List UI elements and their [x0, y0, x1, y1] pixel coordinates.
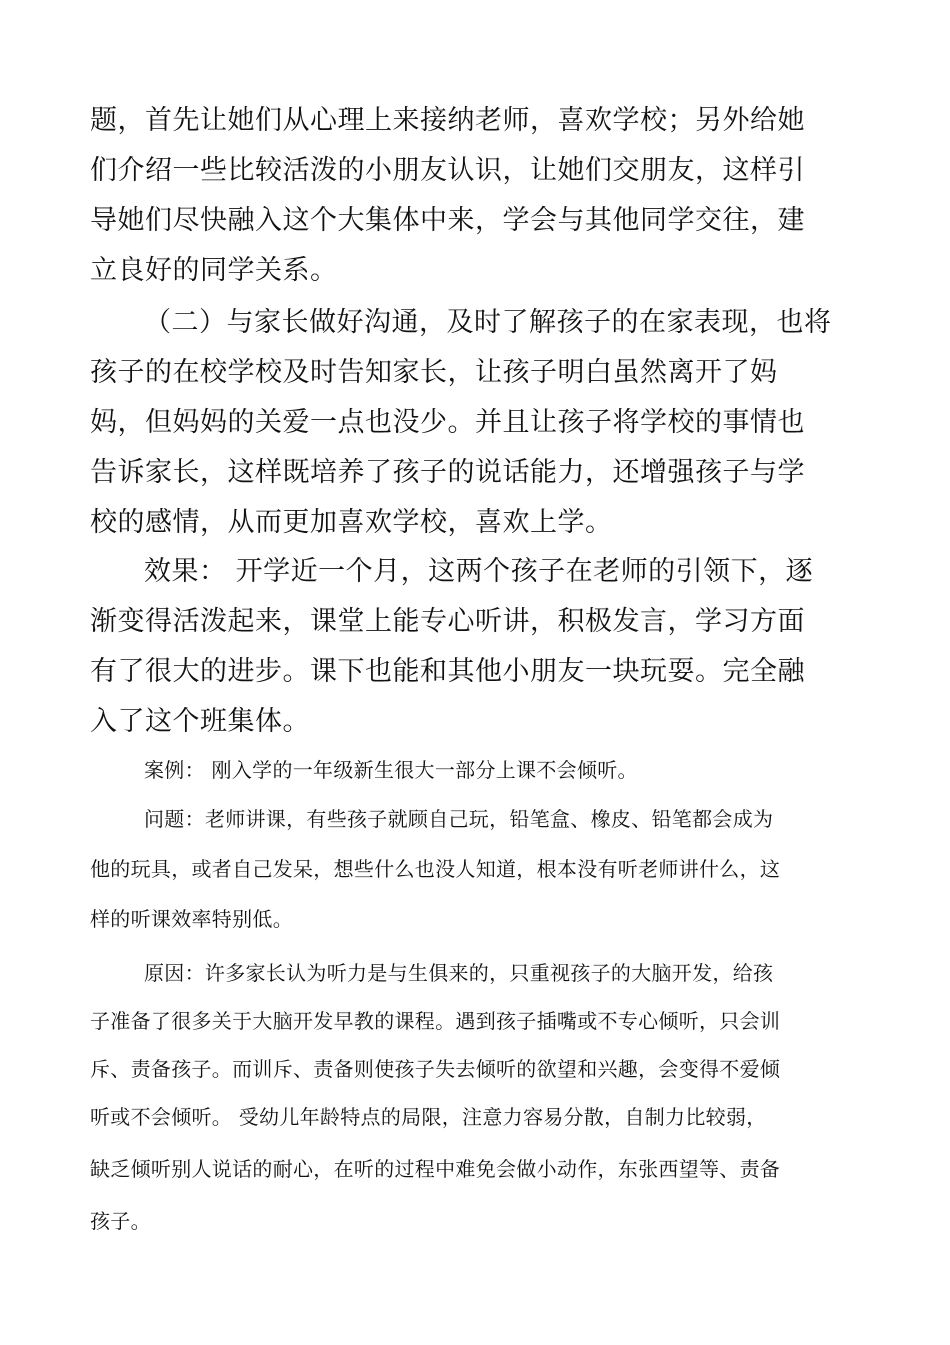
paragraph-line: 题，首先让她们从心理上来接纳老师，喜欢学校；另外给她 [90, 105, 805, 136]
paragraph-line: 告诉家长，这样既培养了孩子的说话能力，还增强孩子与学 [90, 457, 805, 488]
reason-line: 缺乏倾听别人说话的耐心，在听的过程中难免会做小动作，东张西望等、责备 [90, 1157, 781, 1181]
paragraph-line: 校的感情，从而更加喜欢学校，喜欢上学。 [90, 507, 613, 538]
paragraph-line: 渐变得活泼起来，课堂上能专心听讲，积极发言，学习方面 [90, 606, 805, 637]
paragraph-line: 立良好的同学关系。 [90, 255, 338, 286]
paragraph-line: 妈，但妈妈的关爱一点也没少。并且让孩子将学校的事情也 [90, 407, 805, 438]
reason-line: 子准备了很多关于大脑开发早教的课程。遇到孩子插嘴或不专心倾听，只会训 [90, 1009, 781, 1033]
reason-line: 听或不会倾听。 受幼儿年龄特点的局限，注意力容易分散，自制力比较弱， [90, 1105, 767, 1129]
reason-line: 孩子。 [90, 1209, 151, 1233]
reason-line: 斥、责备孩子。而训斥、责备则使孩子失去倾听的欲望和兴趣，会变得不爱倾 [90, 1057, 781, 1081]
paragraph-line: 入了这个班集体。 [90, 706, 310, 737]
paragraph-line: 有了很大的进步。课下也能和其他小朋友一块玩耍。完全融 [90, 656, 805, 687]
paragraph-line: （二）与家长做好沟通，及时了解孩子的在家表现，也将 [144, 307, 832, 338]
paragraph-line: 们介绍一些比较活泼的小朋友认识，让她们交朋友，这样引 [90, 155, 805, 186]
reason-line: 原因：许多家长认为听力是与生俱来的，只重视孩子的大脑开发，给孩 [144, 961, 774, 985]
problem-line: 他的玩具，或者自己发呆，想些什么也没人知道，根本没有听老师讲什么，这 [90, 857, 781, 881]
problem-line: 样的听课效率特别低。 [90, 907, 293, 931]
paragraph-line: 导她们尽快融入这个大集体中来，学会与其他同学交往，建 [90, 205, 805, 236]
paragraph-line: 孩子的在校学校及时告知家长，让孩子明白虽然离开了妈 [90, 357, 778, 388]
case-line: 案例： 刚入学的一年级新生很大一部分上课不会倾听。 [144, 758, 638, 782]
paragraph-line: 效果： 开学近一个月，这两个孩子在老师的引领下，逐 [144, 556, 814, 587]
problem-line: 问题：老师讲课，有些孩子就顾自己玩，铅笔盒、橡皮、铅笔都会成为 [144, 807, 774, 831]
